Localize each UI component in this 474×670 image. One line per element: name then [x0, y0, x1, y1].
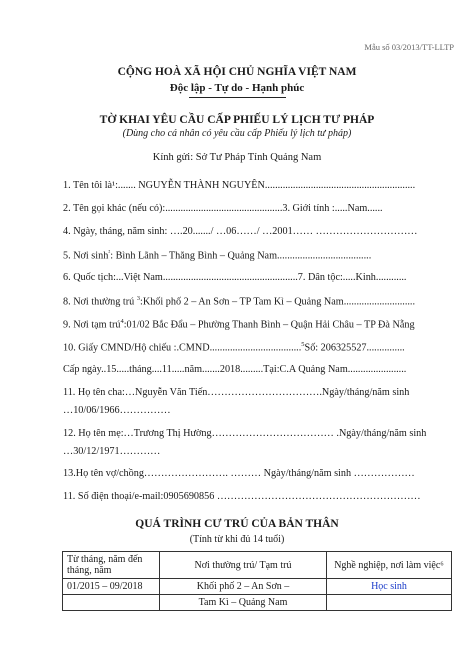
document-title: TỜ KHAI YÊU CẦU CẤP PHIẾU LÝ LỊCH TƯ PHÁP — [99, 114, 375, 126]
field-spouse[interactable]: 13.Họ tên vợ/chồng……………………. ……… Ngày/tháng/năm sinh ……………… — [63, 468, 415, 479]
cell-residence[interactable]: Khối phố 2 – An Sơn – — [160, 579, 327, 595]
national-motto: Độc lập - Tự do - Hạnh phúc — [169, 82, 305, 94]
field-id-document[interactable] — [63, 341, 405, 353]
footnote-marker: 5 — [301, 341, 305, 348]
cell-period[interactable]: 01/2015 – 09/2018 — [63, 579, 160, 595]
label: 8. Nơi thường trú — [63, 296, 137, 308]
cell-occupation[interactable]: Học sinh — [327, 579, 452, 595]
label: 5. Nơi sinh — [63, 250, 109, 262]
field-place-of-birth[interactable] — [63, 249, 371, 261]
national-title: CỘNG HOÀ XÃ HỘI CHỦ NGHĨA VIỆT NAM — [117, 66, 357, 78]
document-subtitle: (Dùng cho cá nhân có yêu cầu cấp Phiếu lý lịch tư pháp) — [122, 128, 352, 139]
header-period: Từ tháng, năm đến tháng, năm — [63, 552, 160, 579]
value: : Bình Lãnh – Thăng Bình – Quảng Nam..................................... — [110, 250, 372, 262]
section-subtitle: (Tính từ khi đủ 14 tuổi) — [189, 534, 285, 545]
value: :Khối phố 2 – An Sơn – TP Tam Kì – Quảng Nam............................ — [140, 296, 416, 308]
footnote-marker: 3 — [136, 295, 140, 302]
label: 10. Giấy CMND/Hộ chiếu :.CMND.................................... — [63, 342, 302, 354]
header-residence: Nơi thường trú/ Tạm trú — [160, 552, 327, 579]
cell-period[interactable] — [63, 595, 160, 611]
field-father-name[interactable]: 11. Họ tên cha:…Nguyễn Văn Tiến…………………………….Ngày/tháng/năm sinh — [63, 387, 410, 398]
table-row — [63, 579, 452, 595]
field-permanent-residence[interactable] — [63, 295, 415, 307]
table-header-row — [63, 552, 452, 579]
section-title: QUÁ TRÌNH CƯ TRÚ CỦA BẢN THÂN — [135, 518, 339, 530]
value: :01/02 Bắc Đẩu – Phường Thanh Bình – Quận Hải Châu – TP Đà Nẵng — [123, 319, 415, 331]
cell-occupation[interactable] — [327, 595, 452, 611]
field-mother-dob[interactable]: …30/12/1971………… — [63, 446, 161, 457]
motto-underline — [189, 97, 286, 98]
field-phone-email[interactable]: 11. Số điện thoại/e-mail:0905690856 …………………………………………………… — [63, 491, 421, 502]
footnote-marker: 4 — [120, 318, 124, 325]
field-mother-name[interactable]: 12. Họ tên mẹ:…Trương Thị Hường……………………………… .Ngày/tháng/năm sinh — [63, 428, 427, 439]
field-full-name[interactable]: 1. Tên tôi là¹:....... NGUYỄN THÀNH NGUYÊN........................................................... — [63, 180, 416, 191]
label: 9. Nơi tạm trú — [63, 319, 121, 331]
table-row — [63, 595, 452, 611]
field-other-name-gender[interactable]: 2. Tên gọi khác (nếu có):..............................................3. Giới tính :.....Nam...... — [63, 203, 383, 214]
field-father-dob[interactable]: …10/06/1966…………… — [63, 405, 171, 416]
field-nationality-ethnicity[interactable]: 6. Quốc tịch:...Việt Nam.....................................................7. Dân tộc:.....Kinh............ — [63, 272, 407, 283]
footnote-marker: ² — [108, 249, 111, 256]
addressee: Kính gửi: Sở Tư Pháp Tỉnh Quảng Nam — [152, 152, 322, 163]
field-date-of-birth[interactable]: 4. Ngày, tháng, năm sinh: ….20......./ …06……/ …2001…… ………………………… — [63, 226, 418, 237]
residence-history-table — [62, 551, 452, 611]
cell-residence[interactable]: Tam Kì – Quảng Nam — [160, 595, 327, 611]
form-number: Mẫu số 03/2013/TT-LLTP — [364, 42, 454, 52]
field-temporary-residence[interactable] — [63, 318, 415, 330]
field-issue-date-place[interactable]: Cấp ngày..15.....tháng....11.....năm.......2018.........Tại:C.A Quảng Nam....................... — [63, 364, 407, 375]
value: Số: 206325527............... — [304, 342, 405, 354]
header-occupation: Nghề nghiệp, nơi làm việc⁶ — [327, 552, 452, 579]
